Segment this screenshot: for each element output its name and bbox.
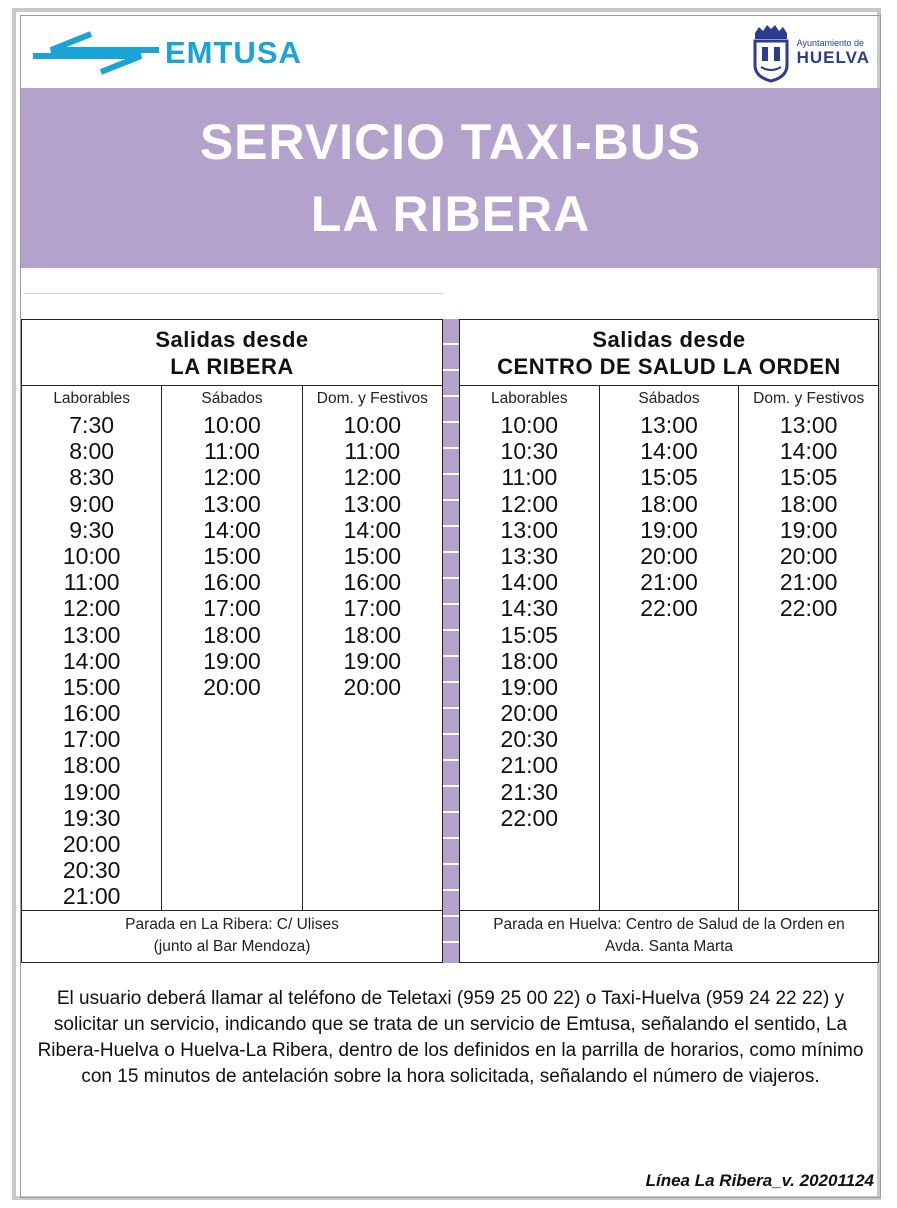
departure-time: 16:00 bbox=[203, 569, 261, 596]
emtusa-arrows-icon bbox=[31, 30, 161, 76]
departure-time: 20:00 bbox=[779, 542, 838, 569]
version-label: Línea La Ribera_v. 20201124 bbox=[645, 1171, 874, 1190]
departure-time: 22:00 bbox=[779, 595, 838, 622]
column-sabados bbox=[600, 386, 740, 910]
booking-instructions: El usuario deberá llamar al teléfono de Teletaxi (959 25 00 22) o Taxi-Huelva (959 24 22 22) y solicitar un servicio, indicando que se trata de un servicio de Emtusa, señalando el sentido, La Ribera-Huelva o Huelva-La Ribera, dentro de los definidos en la parrilla de horarios, como mínimo con 15 minutos de antelación sobre la hora solicitada, señalando el número de viajeros. bbox=[37, 988, 864, 1087]
document-frame bbox=[12, 8, 881, 1200]
departure-time: 21:00 bbox=[500, 752, 559, 779]
emtusa-logo bbox=[31, 30, 371, 76]
column-domingos-festivos bbox=[303, 386, 442, 910]
column-header: Dom. y Festivos bbox=[316, 390, 428, 407]
departure-time: 16:00 bbox=[62, 700, 121, 727]
departure-time: 18:00 bbox=[203, 621, 261, 648]
departure-time: 11:00 bbox=[344, 438, 401, 465]
departure-time: 11:00 bbox=[63, 569, 120, 596]
panel-title bbox=[22, 320, 442, 386]
stop-line2: Avda. Santa Marta bbox=[604, 938, 734, 955]
panel-divider bbox=[443, 319, 459, 963]
departure-time: 21:00 bbox=[62, 883, 121, 910]
departure-time: 14:00 bbox=[640, 438, 698, 465]
panel-title-line2: LA RIBERA bbox=[170, 353, 294, 379]
timetable-la-ribera bbox=[21, 319, 443, 963]
departure-time: 20:30 bbox=[500, 726, 559, 753]
departure-time: 15:00 bbox=[203, 542, 261, 569]
panel-title-line2: CENTRO DE SALUD LA ORDEN bbox=[497, 353, 841, 379]
departure-time: 9:00 bbox=[69, 490, 115, 517]
departure-time: 15:05 bbox=[500, 621, 559, 648]
header bbox=[21, 16, 880, 88]
departure-time: 22:00 bbox=[500, 804, 559, 831]
departure-time: 8:00 bbox=[69, 438, 115, 465]
departure-time: 14:00 bbox=[203, 516, 261, 543]
time-list bbox=[640, 412, 698, 622]
departure-time: 15:05 bbox=[779, 464, 838, 491]
departure-time: 15:00 bbox=[343, 542, 402, 569]
column-header: Laborables bbox=[490, 390, 568, 407]
departure-time: 11:00 bbox=[501, 464, 558, 491]
departure-time: 12:00 bbox=[500, 490, 559, 517]
departure-time: 17:00 bbox=[62, 726, 121, 753]
departure-time: 19:00 bbox=[500, 673, 559, 700]
departure-time: 18:00 bbox=[62, 752, 121, 779]
separator-line bbox=[23, 293, 443, 294]
departure-time: 13:30 bbox=[500, 542, 559, 569]
column-header: Sábados bbox=[201, 390, 263, 407]
panel-title bbox=[460, 320, 878, 386]
departure-time: 21:00 bbox=[640, 569, 698, 596]
departure-time: 8:30 bbox=[69, 464, 115, 491]
departure-time: 19:00 bbox=[779, 516, 838, 543]
time-list bbox=[344, 412, 402, 700]
schedule-columns bbox=[22, 386, 442, 911]
departure-time: 18:00 bbox=[640, 490, 698, 517]
banner-title-line2: LA RIBERA bbox=[310, 186, 591, 242]
departure-time: 13:00 bbox=[203, 490, 261, 517]
departure-time: 13:00 bbox=[500, 516, 559, 543]
banner-title-line1: SERVICIO TAXI-BUS bbox=[199, 114, 702, 170]
departure-time: 9:30 bbox=[69, 516, 115, 543]
departure-time: 11:00 bbox=[204, 438, 260, 465]
departure-time: 19:00 bbox=[203, 647, 261, 674]
departure-time: 10:00 bbox=[62, 542, 121, 569]
departure-time: 15:05 bbox=[640, 464, 698, 491]
panel-title-line1: Salidas desde bbox=[155, 326, 309, 352]
departure-time: 14:00 bbox=[62, 647, 121, 674]
time-list bbox=[63, 412, 121, 910]
departure-time: 19:00 bbox=[343, 647, 402, 674]
departure-time: 20:00 bbox=[203, 673, 261, 700]
departure-time: 18:00 bbox=[343, 621, 402, 648]
column-laborables bbox=[460, 386, 600, 910]
departure-time: 16:00 bbox=[343, 569, 402, 596]
schedule-columns bbox=[460, 386, 878, 911]
council-name-text: HUELVA bbox=[796, 48, 870, 67]
stop-info bbox=[460, 911, 878, 961]
departure-time: 14:00 bbox=[500, 569, 559, 596]
departure-time: 12:00 bbox=[343, 464, 402, 491]
departure-time: 19:00 bbox=[640, 516, 698, 543]
departure-time: 13:00 bbox=[779, 412, 838, 438]
departure-time: 17:00 bbox=[203, 595, 261, 622]
title-banner bbox=[21, 88, 880, 268]
time-list bbox=[203, 412, 261, 700]
column-header: Sábados bbox=[638, 390, 700, 407]
departure-time: 12:00 bbox=[62, 595, 121, 622]
departure-time: 15:00 bbox=[62, 673, 121, 700]
stop-line1: Parada en La Ribera: C/ Ulises bbox=[125, 916, 339, 933]
column-sabados bbox=[162, 386, 302, 910]
departure-time: 20:00 bbox=[62, 831, 121, 857]
departure-time: 21:30 bbox=[500, 778, 559, 805]
stop-line1: Parada en Huelva: Centro de Salud de la Orden en bbox=[493, 916, 845, 933]
departure-time: 10:00 bbox=[343, 412, 402, 438]
departure-time: 17:00 bbox=[343, 595, 402, 622]
departure-time: 7:30 bbox=[69, 412, 115, 438]
column-domingos-festivos bbox=[739, 386, 878, 910]
emtusa-brand-text: EMTUSA bbox=[165, 35, 302, 70]
stop-line2: (junto al Bar Mendoza) bbox=[153, 938, 311, 955]
stop-info bbox=[22, 911, 442, 961]
departure-time: 12:00 bbox=[203, 464, 261, 491]
column-laborables bbox=[22, 386, 162, 910]
departure-time: 20:00 bbox=[500, 700, 559, 727]
document-page bbox=[20, 15, 881, 1198]
departure-time: 19:30 bbox=[62, 804, 121, 831]
departure-time: 10:00 bbox=[203, 412, 261, 438]
departure-time: 20:00 bbox=[343, 673, 402, 700]
departure-time: 13:00 bbox=[62, 621, 121, 648]
huelva-coat-of-arms-icon bbox=[749, 23, 793, 83]
departure-time: 19:00 bbox=[62, 778, 121, 805]
council-small-text: Ayuntamiento de bbox=[796, 38, 865, 48]
column-header: Laborables bbox=[53, 390, 131, 407]
departure-time: 10:00 bbox=[500, 412, 559, 438]
departure-time: 14:30 bbox=[500, 595, 559, 622]
departure-time: 14:00 bbox=[343, 516, 402, 543]
departure-time: 20:00 bbox=[640, 542, 698, 569]
departure-time: 14:00 bbox=[779, 438, 838, 465]
panel-title-line1: Salidas desde bbox=[592, 326, 746, 352]
departure-time: 22:00 bbox=[640, 595, 698, 622]
timetable-centro-salud-la-orden bbox=[459, 319, 879, 963]
time-list bbox=[501, 412, 559, 831]
departure-time: 10:30 bbox=[500, 438, 559, 465]
departure-time: 21:00 bbox=[779, 569, 838, 596]
time-list bbox=[780, 412, 838, 622]
column-header: Dom. y Festivos bbox=[753, 390, 865, 407]
departure-time: 18:00 bbox=[779, 490, 838, 517]
departure-time: 18:00 bbox=[500, 647, 559, 674]
departure-time: 20:30 bbox=[62, 857, 121, 884]
huelva-council-logo bbox=[749, 22, 870, 84]
departure-time: 13:00 bbox=[640, 412, 698, 438]
departure-time: 13:00 bbox=[343, 490, 402, 517]
